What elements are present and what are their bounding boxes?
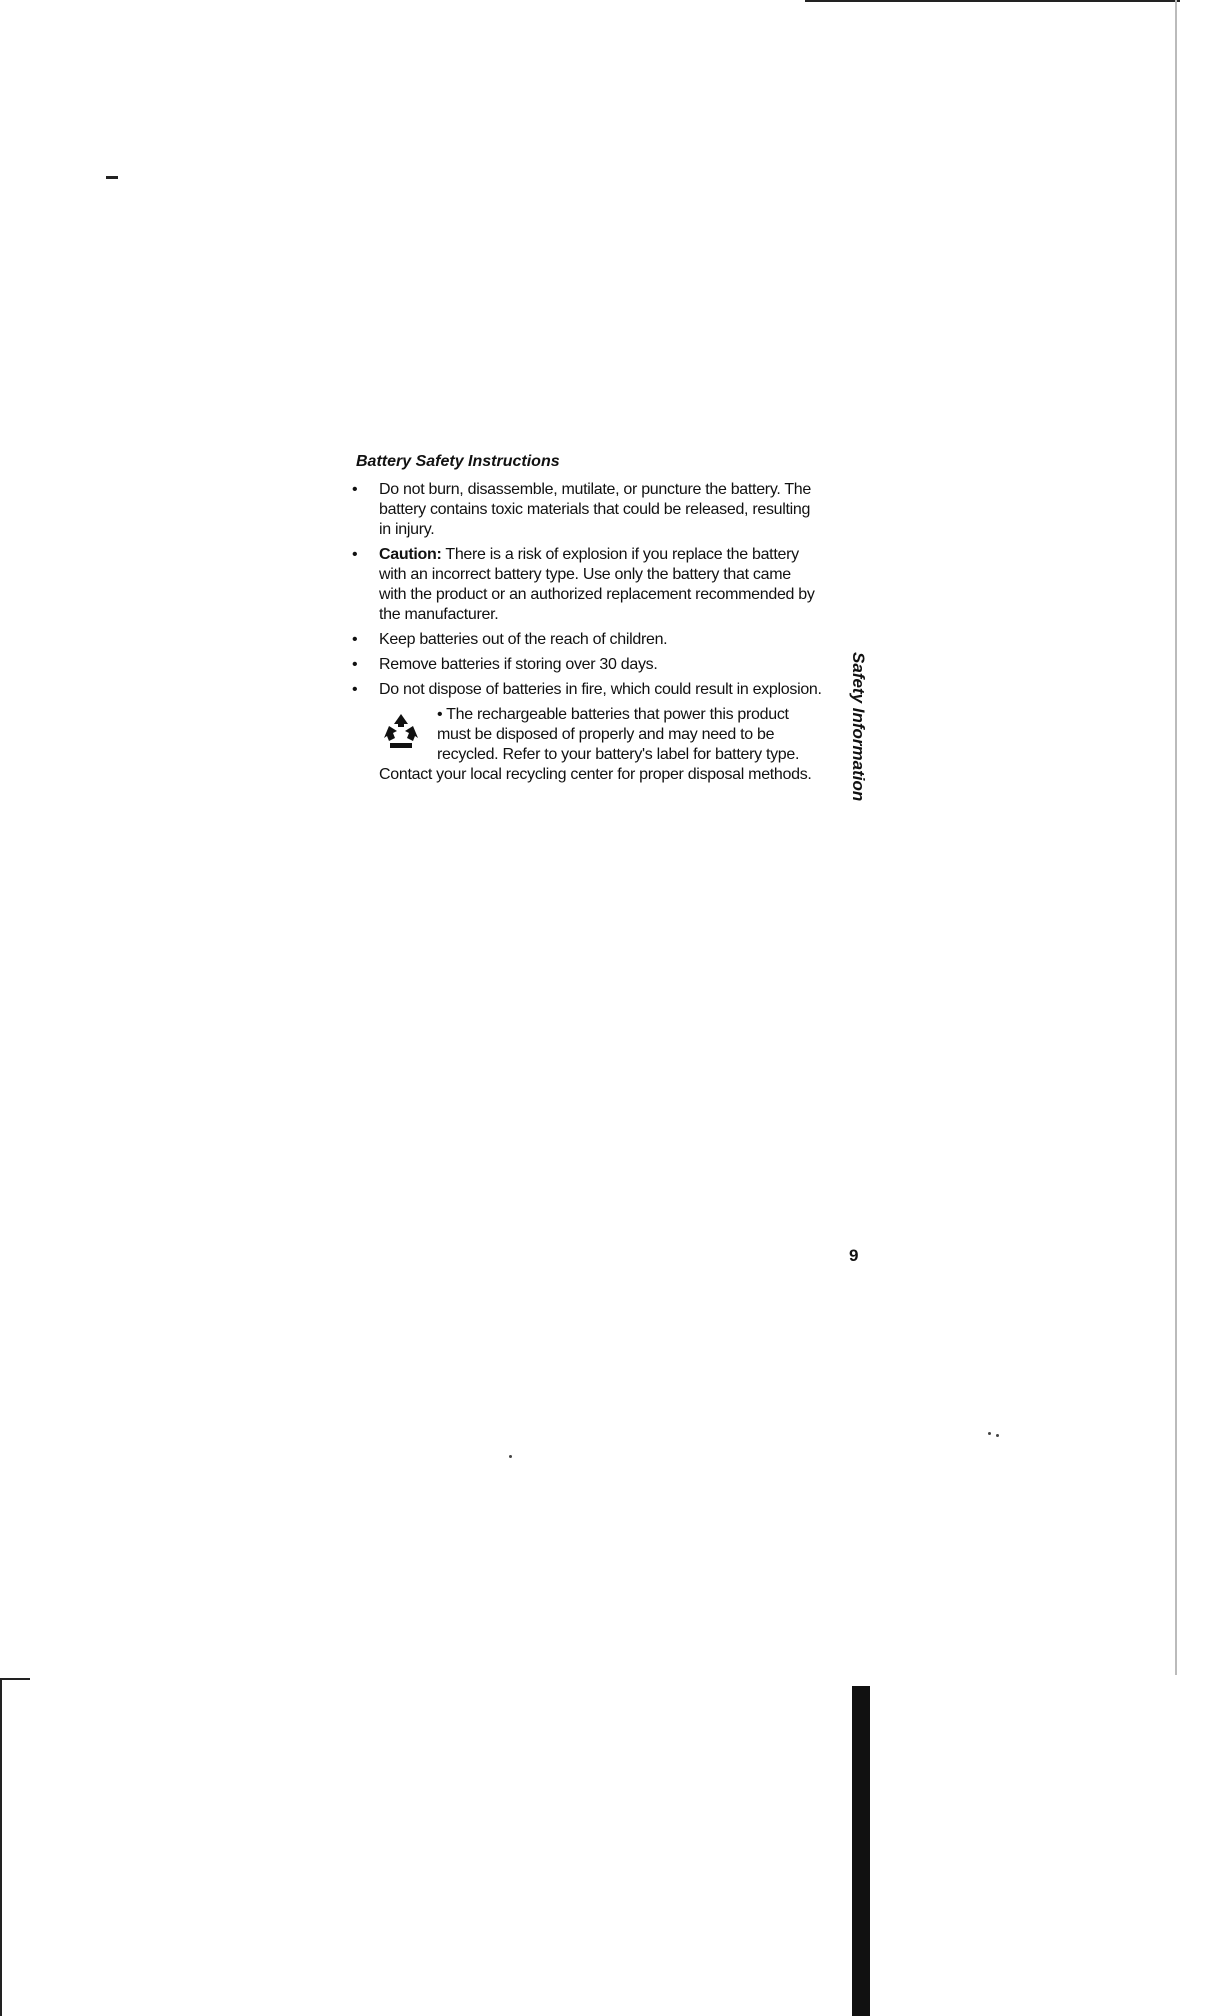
recycle-text-continued: Contact your local recycling center for proper disposal methods. [379, 766, 812, 783]
bullet-glyph: • [352, 481, 358, 498]
side-section-label [846, 652, 868, 814]
scan-edge-left [0, 1678, 2, 2016]
safety-list [352, 480, 822, 700]
battery-safety-section [352, 452, 822, 785]
item-lead: Caution: [379, 546, 442, 563]
scan-edge-top [805, 0, 1180, 2]
scan-speck [996, 1434, 999, 1437]
item-text: Do not dispose of batteries in fire, which could result in explosion. [379, 681, 822, 698]
scan-speck [509, 1455, 512, 1458]
recycle-text: • The rechargeable batteries that power this product must be disposed of properly and may need to be recycled. Refer to your battery's label for battery type. [437, 706, 800, 763]
scan-edge-right [1175, 0, 1177, 1675]
page-number: 9 [849, 1246, 859, 1265]
item-text: Remove batteries if storing over 30 days. [379, 656, 658, 673]
scan-edge-corner [0, 1678, 30, 1680]
list-item [352, 655, 822, 675]
item-text: Keep batteries out of the reach of children. [379, 631, 668, 648]
item-text: Do not burn, disassemble, mutilate, or puncture the battery. The battery contains toxic materials that could be released, resulting in injury. [379, 481, 812, 538]
recycle-note [352, 705, 822, 785]
bullet-glyph: • [352, 681, 358, 698]
list-item [352, 630, 822, 650]
scan-bar [852, 1686, 870, 2016]
bullet-glyph: • [352, 631, 358, 648]
scan-mark [106, 176, 118, 179]
bullet-glyph: • [352, 656, 358, 673]
side-label-text: Safety Information [849, 652, 868, 802]
list-item [352, 480, 822, 540]
list-item [352, 545, 822, 625]
bullet-glyph: • [352, 546, 358, 563]
section-title: Battery Safety Instructions [356, 453, 560, 470]
scan-speck [988, 1432, 991, 1435]
item-text: There is a risk of explosion if you replace the battery with an incorrect battery type. Use only the battery that came with the product or an authorized replacement recommended by the manufacturer. [379, 546, 815, 623]
recycle-icon [381, 711, 421, 751]
list-item [352, 680, 822, 700]
